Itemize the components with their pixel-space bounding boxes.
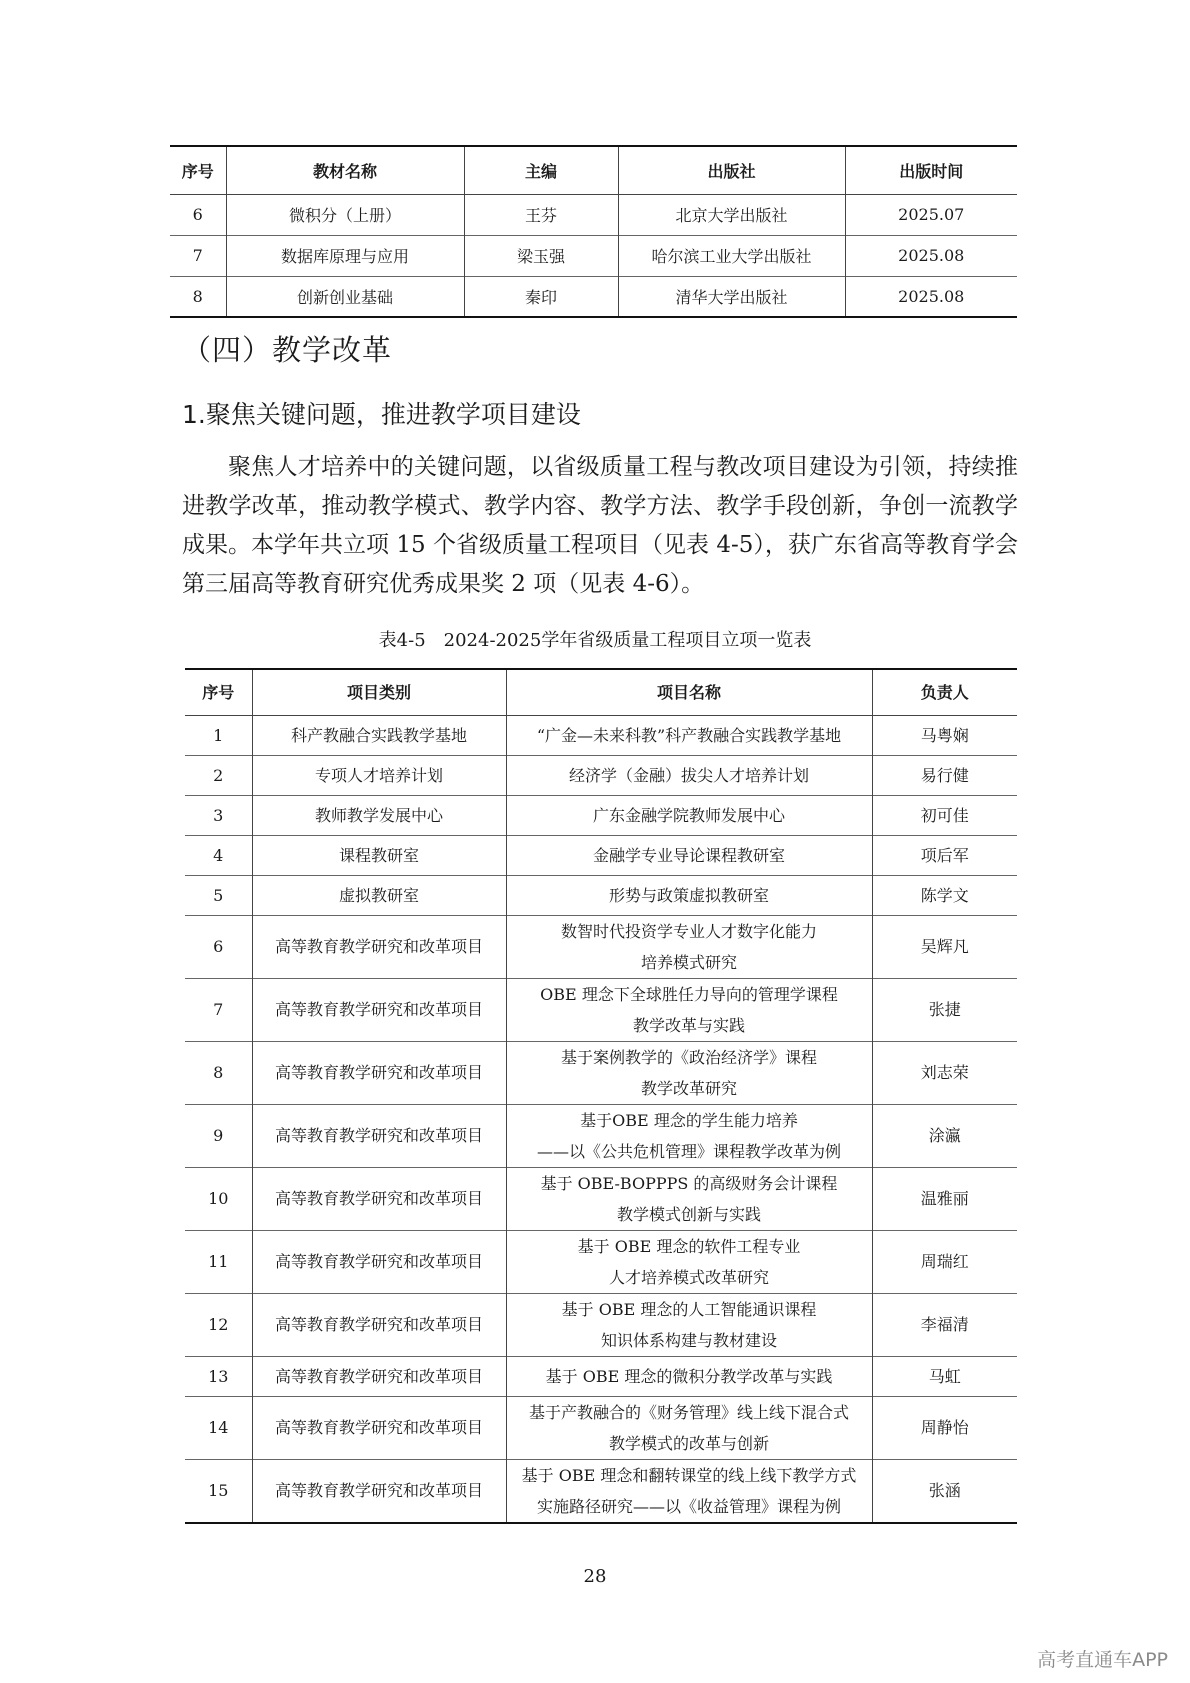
table-cell: 6 <box>170 194 226 235</box>
row-number: 4 <box>185 835 252 875</box>
column-header: 出版时间 <box>845 146 1017 194</box>
project-name-line: 基于 OBE 理念的微积分教学改革与实践 <box>545 1366 833 1386</box>
project-category: 高等教育教学研究和改革项目 <box>252 1396 506 1459</box>
row-number: 13 <box>185 1356 252 1396</box>
project-name <box>506 715 872 755</box>
column-header: 项目名称 <box>506 669 872 715</box>
row-number: 1 <box>185 715 252 755</box>
project-leader: 张捷 <box>872 978 1017 1041</box>
row-number: 7 <box>185 978 252 1041</box>
project-name-line: 基于案例教学的《政治经济学》课程 <box>560 1047 817 1067</box>
row-number: 14 <box>185 1396 252 1459</box>
project-leader: 陈学文 <box>872 875 1017 915</box>
project-category: 高等教育教学研究和改革项目 <box>252 1167 506 1230</box>
project-name-line: 基于 OBE 理念的人工智能通识课程 <box>561 1299 817 1319</box>
project-name-line: ——以《公共危机管理》课程教学改革为例 <box>536 1141 841 1161</box>
column-header: 出版社 <box>618 146 845 194</box>
project-name <box>506 1230 872 1293</box>
project-name-line: 教学改革与实践 <box>632 1015 745 1035</box>
textbook-table-header <box>170 146 1017 194</box>
table-cell: 北京大学出版社 <box>618 194 845 235</box>
project-name-line: 教学改革研究 <box>640 1078 737 1098</box>
column-header: 负责人 <box>872 669 1017 715</box>
table-row <box>185 915 1017 978</box>
table-cell: 2025.07 <box>845 194 1017 235</box>
table-row <box>185 755 1017 795</box>
table-row <box>185 715 1017 755</box>
project-category: 高等教育教学研究和改革项目 <box>252 1041 506 1104</box>
table-row <box>185 1293 1017 1356</box>
project-name <box>506 1396 872 1459</box>
table-cell: 哈尔滨工业大学出版社 <box>618 235 845 276</box>
project-name-line: 形势与政策虚拟教研室 <box>608 885 769 905</box>
project-category: 高等教育教学研究和改革项目 <box>252 1104 506 1167</box>
project-name <box>506 1041 872 1104</box>
table-cell: 清华大学出版社 <box>618 276 845 317</box>
project-category: 高等教育教学研究和改革项目 <box>252 978 506 1041</box>
project-category: 高等教育教学研究和改革项目 <box>252 915 506 978</box>
project-leader: 涂瀛 <box>872 1104 1017 1167</box>
column-header: 项目类别 <box>252 669 506 715</box>
project-name-line: “广金—未来科教”科产教融合实践教学基地 <box>536 725 842 745</box>
project-category: 专项人才培养计划 <box>252 755 506 795</box>
project-category: 高等教育教学研究和改革项目 <box>252 1230 506 1293</box>
row-number: 12 <box>185 1293 252 1356</box>
project-name <box>506 795 872 835</box>
column-header: 序号 <box>170 146 226 194</box>
project-name-line: 基于 OBE 理念的软件工程专业 <box>577 1236 801 1256</box>
project-name-line: 教学模式创新与实践 <box>616 1204 761 1224</box>
table-row <box>185 835 1017 875</box>
project-leader: 项后军 <box>872 835 1017 875</box>
project-name-line: 经济学（金融）拔尖人才培养计划 <box>568 765 809 785</box>
table-row <box>185 1041 1017 1104</box>
table-row <box>185 978 1017 1041</box>
project-name-line: 知识体系构建与教材建设 <box>600 1330 777 1350</box>
project-name-line: 人才培养模式改革研究 <box>608 1267 769 1287</box>
table-cell: 王芬 <box>464 194 618 235</box>
table-cell: 8 <box>170 276 226 317</box>
row-number: 2 <box>185 755 252 795</box>
watermark: 高考直通车APP <box>1037 1649 1168 1671</box>
project-leader: 周瑞红 <box>872 1230 1017 1293</box>
project-name-line: 金融学专业导论课程教研室 <box>592 845 785 865</box>
project-category: 高等教育教学研究和改革项目 <box>252 1356 506 1396</box>
project-name <box>506 835 872 875</box>
textbook-table <box>170 145 1017 318</box>
column-header: 序号 <box>185 669 252 715</box>
sub-heading: 1.聚焦关键问题，推进教学项目建设 <box>182 400 581 429</box>
project-leader: 刘志荣 <box>872 1041 1017 1104</box>
table-cell: 2025.08 <box>845 235 1017 276</box>
table-row <box>185 1167 1017 1230</box>
table-row <box>185 1230 1017 1293</box>
table-row <box>185 1459 1017 1523</box>
project-leader: 马粤娴 <box>872 715 1017 755</box>
project-name <box>506 1167 872 1230</box>
project-category: 课程教研室 <box>252 835 506 875</box>
body-paragraph: 聚焦人才培养中的关键问题，以省级质量工程与教改项目建设为引领，持续推进教学改革，推动教学模式、教学内容、教学方法、教学手段创新，争创一流教学成果。本学年共立项 15 个省级质量工程项目（见表 4-5），获广东省高等教育学会第三届高等教育研究优秀成果奖 2 项（见表 4-6）。 <box>182 454 1018 597</box>
project-leader: 周静怡 <box>872 1396 1017 1459</box>
table-row <box>185 1396 1017 1459</box>
row-number: 3 <box>185 795 252 835</box>
table-row <box>185 795 1017 835</box>
project-name <box>506 875 872 915</box>
table-row <box>170 276 1017 317</box>
project-name-line: 基于OBE 理念的学生能力培养 <box>580 1110 798 1130</box>
table-cell: 创新创业基础 <box>226 276 464 317</box>
project-category: 教师教学发展中心 <box>252 795 506 835</box>
project-name-line: 教学模式的改革与创新 <box>608 1433 769 1453</box>
table-row <box>170 194 1017 235</box>
project-name <box>506 1459 872 1523</box>
column-header: 主编 <box>464 146 618 194</box>
project-name-line: 基于 OBE 理念和翻转课堂的线上线下教学方式 <box>521 1465 857 1485</box>
table-cell: 2025.08 <box>845 276 1017 317</box>
table-caption: 表4-5 2024-2025学年省级质量工程项目立项一览表 <box>378 630 812 651</box>
project-name <box>506 755 872 795</box>
project-leader: 马虹 <box>872 1356 1017 1396</box>
project-name-line: 广东金融学院教师发展中心 <box>592 805 785 825</box>
section-heading: （四）教学改革 <box>182 333 393 367</box>
project-leader: 易行健 <box>872 755 1017 795</box>
project-name <box>506 1104 872 1167</box>
row-number: 15 <box>185 1459 252 1523</box>
project-category: 高等教育教学研究和改革项目 <box>252 1459 506 1523</box>
project-table-header <box>185 669 1017 715</box>
row-number: 5 <box>185 875 252 915</box>
table-cell: 数据库原理与应用 <box>226 235 464 276</box>
project-name-line: 数智时代投资学专业人才数字化能力 <box>560 921 817 941</box>
project-name <box>506 915 872 978</box>
table-row <box>185 1104 1017 1167</box>
project-category: 高等教育教学研究和改革项目 <box>252 1293 506 1356</box>
project-leader: 张涵 <box>872 1459 1017 1523</box>
row-number: 8 <box>185 1041 252 1104</box>
project-table <box>185 668 1017 1524</box>
project-name-line: 基于 OBE-BOPPPS 的高级财务会计课程 <box>540 1173 838 1193</box>
project-name <box>506 1293 872 1356</box>
project-name <box>506 1356 872 1396</box>
table-cell: 7 <box>170 235 226 276</box>
table-row <box>185 875 1017 915</box>
table-cell: 微积分（上册） <box>226 194 464 235</box>
column-header: 教材名称 <box>226 146 464 194</box>
project-name <box>506 978 872 1041</box>
table-cell: 秦印 <box>464 276 618 317</box>
table-row <box>170 235 1017 276</box>
project-leader: 吴辉凡 <box>872 915 1017 978</box>
project-name-line: 培养模式研究 <box>640 952 737 972</box>
row-number: 9 <box>185 1104 252 1167</box>
row-number: 11 <box>185 1230 252 1293</box>
table-cell: 梁玉强 <box>464 235 618 276</box>
project-category: 科产教融合实践教学基地 <box>252 715 506 755</box>
table-row <box>185 1356 1017 1396</box>
page-number: 28 <box>583 1566 607 1587</box>
row-number: 6 <box>185 915 252 978</box>
project-name-line: 基于产教融合的《财务管理》线上线下混合式 <box>528 1402 849 1422</box>
project-name-line: 实施路径研究——以《收益管理》课程为例 <box>536 1496 841 1516</box>
project-leader: 李福清 <box>872 1293 1017 1356</box>
project-name-line: OBE 理念下全球胜任力导向的管理学课程 <box>540 984 838 1004</box>
project-category: 虚拟教研室 <box>252 875 506 915</box>
project-leader: 温雅丽 <box>872 1167 1017 1230</box>
project-leader: 初可佳 <box>872 795 1017 835</box>
row-number: 10 <box>185 1167 252 1230</box>
